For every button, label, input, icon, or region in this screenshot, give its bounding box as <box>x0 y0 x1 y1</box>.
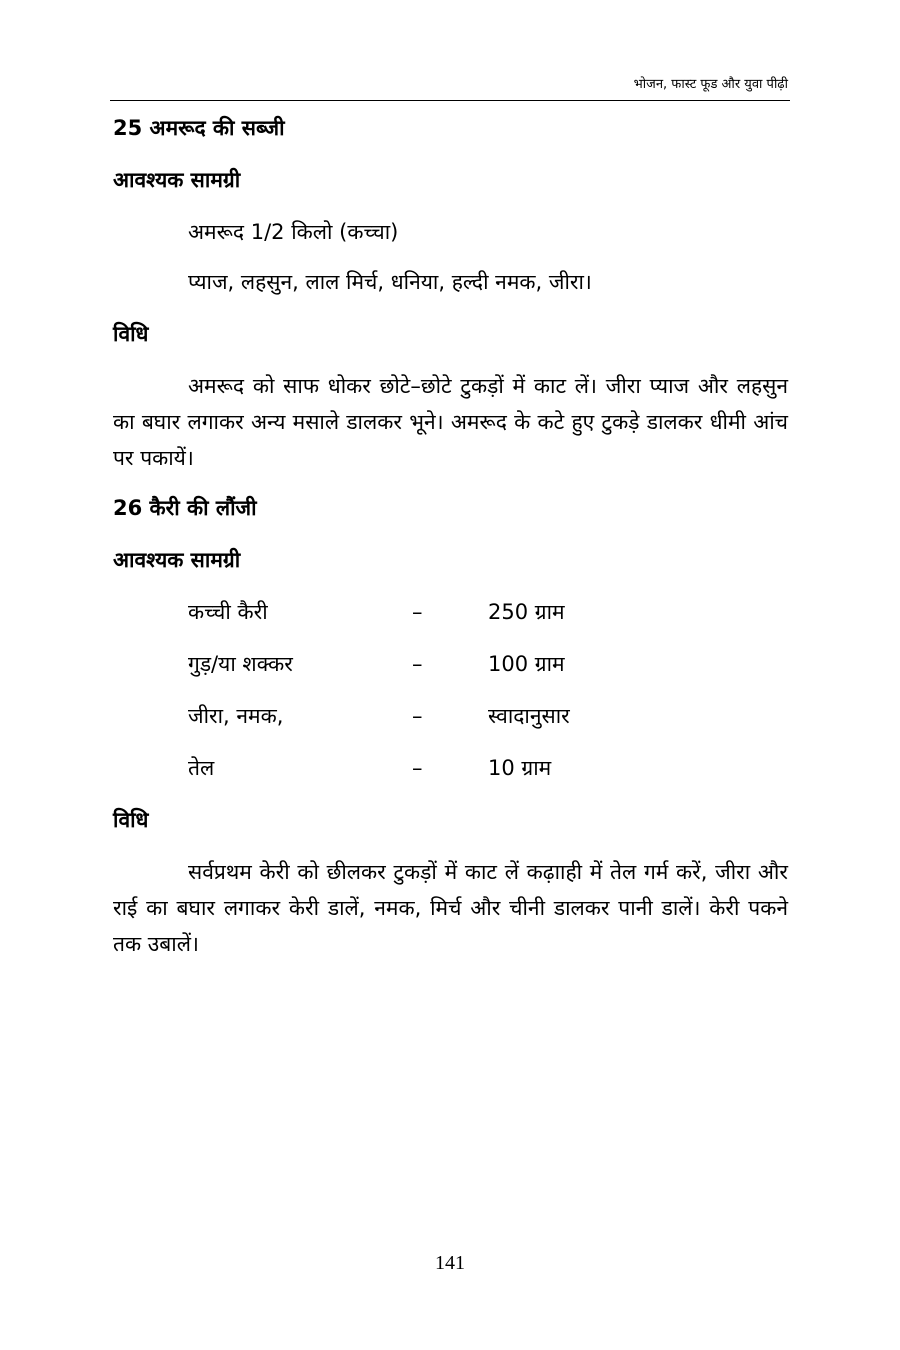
recipe-25-method-heading: विधि <box>113 322 149 346</box>
recipe-25-ingredient-line-2: प्याज, लहसुन, लाल मिर्च, धनिया, हल्दी नमक, जीरा। <box>188 270 592 294</box>
ingredient-quantity: स्वादानुसार <box>488 704 570 728</box>
ingredient-dash: – <box>412 756 423 780</box>
recipe-26-title: 26 कैरी की लौंजी <box>113 496 257 520</box>
recipe-25-method-text: अमरूद को साफ धोकर छोटे–छोटे टुकड़ों में काट लें। जीरा प्याज और लहसुन का बघार लगाकर अन्य मसाले डालकर भूने। अमरूद के कटे हुए टुकड़े डालकर धीमी आंच पर पकायें। <box>113 374 788 470</box>
ingredient-dash: – <box>412 600 423 624</box>
ingredient-name: कच्ची कैरी <box>188 600 268 624</box>
ingredient-quantity: 10 ग्राम <box>488 756 552 780</box>
recipe-25-title: 25 अमरूद की सब्जी <box>113 116 285 140</box>
ingredient-name: तेल <box>188 756 215 780</box>
recipe-26-method-text: सर्वप्रथम केरी को छीलकर टुकड़ों में काट लें कढ़ााही में तेल गर्म करें, जीरा और राई का बघार लगाकर केरी डालें, नमक, मिर्च और चीनी डालकर पानी डालें। केरी पकने तक उबालें। <box>113 860 788 956</box>
header-rule <box>110 100 790 101</box>
ingredient-quantity: 100 ग्राम <box>488 652 565 676</box>
ingredient-dash: – <box>412 704 423 728</box>
recipe-25-ingredients-heading: आवश्यक सामग्री <box>113 168 241 192</box>
recipe-25-ingredient-line-1: अमरूद 1/2 किलो (कच्चा) <box>188 220 399 244</box>
recipe-26-ingredients-heading: आवश्यक सामग्री <box>113 548 241 572</box>
ingredient-quantity: 250 ग्राम <box>488 600 565 624</box>
page-number: 141 <box>435 1252 465 1274</box>
running-header: भोजन, फास्ट फूड और युवा पीढ़ी <box>633 77 788 92</box>
recipe-26-method-heading: विधि <box>113 808 149 832</box>
ingredient-name: गुड़/या शक्कर <box>188 652 293 676</box>
ingredient-dash: – <box>412 652 423 676</box>
ingredient-name: जीरा, नमक, <box>188 704 284 728</box>
